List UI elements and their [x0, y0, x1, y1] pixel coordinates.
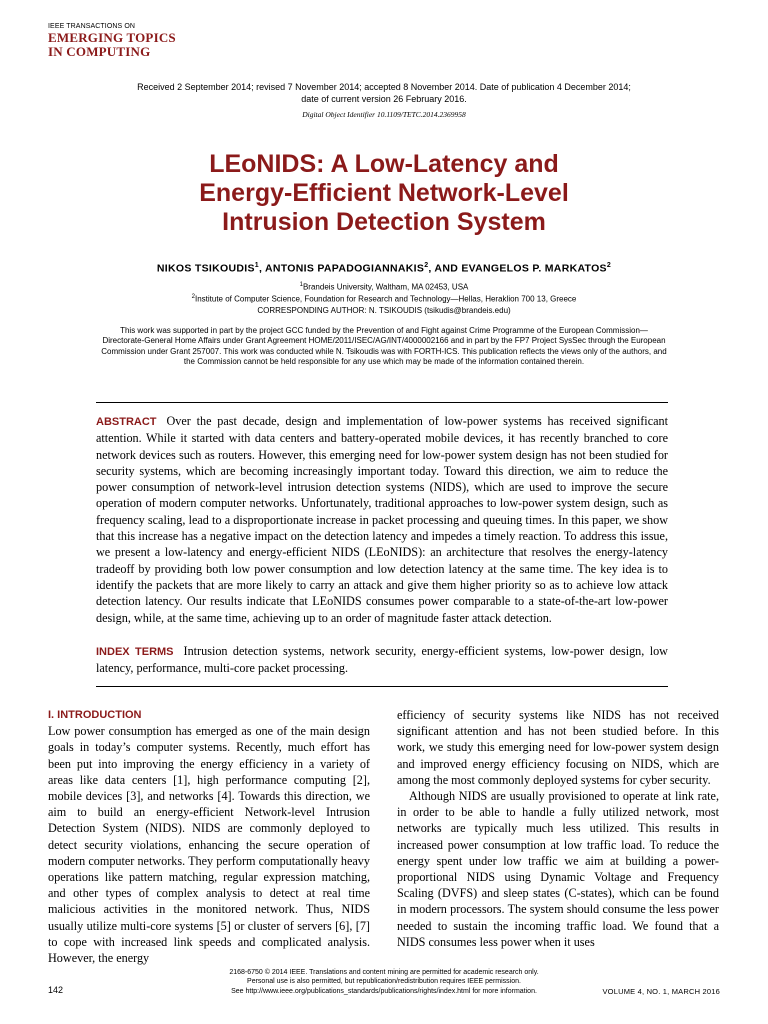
volume-info: VOLUME 4, NO. 1, MARCH 2016: [602, 987, 720, 996]
author-separator: ,: [258, 262, 266, 275]
copyright-line3: See http://www.ieee.org/publications_standards/publications/rights/index.html for more information.: [231, 987, 537, 995]
affiliation-1-mark: 1: [299, 282, 303, 288]
abstract-heading: ABSTRACT: [96, 416, 157, 428]
copyright-line1: 2168-6750 © 2014 IEEE. Translations and content mining are permitted for academic research only.: [229, 969, 539, 976]
journal-name-line1: EMERGING TOPICS: [48, 30, 176, 45]
author-3-affiliation-mark: 2: [606, 262, 612, 269]
divider-bottom: [96, 686, 668, 687]
title-line2: Energy-Efficient Network-Level: [199, 179, 569, 207]
affiliation-2-text: Institute of Computer Science, Foundation for Research and Technology—Hellas, Heraklion 700 13, Greece: [194, 294, 577, 304]
section-heading-introduction: I. INTRODUCTION: [48, 709, 142, 721]
received-line2: date of current version 26 February 2016.: [301, 94, 467, 104]
abstract-text: Over the past decade, design and implementation of low-power systems has received significant attention. While it started with data centers and battery-operated mobile devices, it has recently branched to core network devices such as routers. However, this emerging need for low-power system design has not been studied for security systems, which are becoming increasingly important today. Toward this direction, we aim to reduce the power consumption of network-level intrusion detection systems (NIDS), which are used to improve the secure operation of modern computer networks. Unfortunately, traditional approaches to low-power system design, such as frequency scaling, lead to a disproportionate increase in packet processing and queuing times. In this paper, we show that this increase has a negative impact on the detection latency and impedes a timely reaction. To address this issue, we present a low-latency and energy-efficient NIDS (LEoNIDS): an architecture that resolves the energy-latency tradeoff by providing both low power consumption and low detection latency at the same time. The key idea is to identify the packets that are more likely to carry an attack and give them higher priority so as to achieve low attack detection latency. Our results indicate that LEoNIDS consumes power comparable to a state-of-the-art low-power design, while, at the same time, achieving up to an order of magnitude faster attack detection.: [96, 414, 668, 625]
affiliation-2: [96, 294, 672, 304]
index-terms-heading: INDEX TERMS: [96, 646, 174, 658]
journal-name-line2: IN COMPUTING: [48, 44, 151, 59]
journal-name: [48, 31, 176, 59]
author-1-affiliation-mark: 1: [254, 262, 259, 269]
copyright-line2: Personal use is also permitted, but republication/redistribution requires IEEE permission.: [247, 978, 521, 986]
page-number: 142: [48, 985, 64, 995]
column-right: [397, 707, 719, 950]
author-separator: , AND: [428, 262, 462, 275]
affiliation-1-text: Brandeis University, Waltham, MA 02453, USA: [302, 282, 469, 292]
author-list: [96, 262, 672, 275]
paper-title: [96, 150, 672, 237]
affiliation-1: [96, 282, 672, 292]
abstract: [96, 413, 668, 626]
paragraph: Low power consumption has emerged as one of the main design goals in today’s computer systems. Recently, much effort has been put into improving the energy efficiency in a variety of areas like data centers [1], high performance computing [2], mobile devices [3], and networks [4]. Towards this direction, we aim to build an energy-efficient Network-level Intrusion Detection System (NIDS). NIDS are commonly deployed to detect security violations, enhancing the secure operation of modern computer networks. They perform computationally heavy operations like pattern matching, regular expression matching, and other types of complex analysis to detect at real time malicious activities in the monitored network. Thus, NIDS usually utilize multi-core systems [5] or cluster of servers [6], [7] to cope with increased link speeds and complicated analysis. However, the energy: [48, 724, 370, 966]
title-line1: LEoNIDS: A Low-Latency and: [209, 150, 559, 178]
author-2-affiliation-mark: 2: [424, 262, 429, 269]
corresponding-author: CORRESPONDING AUTHOR: N. TSIKOUDIS (tsikudis@brandeis.edu): [257, 306, 511, 315]
received-dates: [96, 81, 672, 105]
title-line3: Intrusion Detection System: [222, 208, 546, 236]
column-left: [48, 707, 370, 966]
affiliation-2-mark: 2: [191, 294, 195, 300]
funding-note: This work was supported in part by the project GCC funded by the Prevention of and Fight against Crime Programme of the European Commission—Directorate-General Home Affairs under Grant Agreement HOME/2011/ISEC/AG/INT/4000002166 and in part by the FP7 Project SysSec through the European Commission under Grant 257007. This work was conducted while N. Tsikoudis was with FORTH-ICS. This publication reflects the views only of the authors, and the Commission cannot be held responsible for any use which may be made of the information contained therein.: [101, 326, 667, 367]
author-3: EVANGELOS P. MARKATOS: [461, 262, 607, 275]
received-line1: Received 2 September 2014; revised 7 November 2014; accepted 8 November 2014. Date of publication 4 December 2014;: [137, 82, 631, 92]
paragraph: efficiency of security systems like NIDS has not received significant attention and has not been studied before. In this work, we study this emerging need for low-power system design and improved energy efficiency focusing on NIDS, which are among the most commonly deployed systems for cyber security.: [397, 708, 719, 787]
copyright-notice: [190, 968, 578, 996]
index-terms-text: Intrusion detection systems, network security, energy-efficient systems, low-power design, low latency, performance, multi-core packet processing.: [96, 644, 668, 676]
doi: Digital Object Identifier 10.1109/TETC.2014.2369958: [302, 110, 466, 119]
index-terms: [96, 643, 668, 677]
paragraph: Although NIDS are usually provisioned to operate at link rate, in order to be able to handle a fully utilized network, most networks are typically much less utilized. This results in increased power consumption at low traffic load. To reduce the energy spent under low traffic we aim at building a power-proportional NIDS using Dynamic Voltage and Frequency Scaling (DVFS) and sleep states (C-states), which can be found in modern processors. The system should consume the less power needed to sustain the incoming traffic load. We found that a NIDS consumes less power when it uses: [397, 789, 719, 949]
author-2: ANTONIS PAPADOGIANNAKIS: [265, 262, 425, 275]
journal-top-line: IEEE TRANSACTIONS ON: [48, 23, 136, 30]
divider-top: [96, 402, 668, 403]
author-1: NIKOS TSIKOUDIS: [156, 262, 255, 275]
